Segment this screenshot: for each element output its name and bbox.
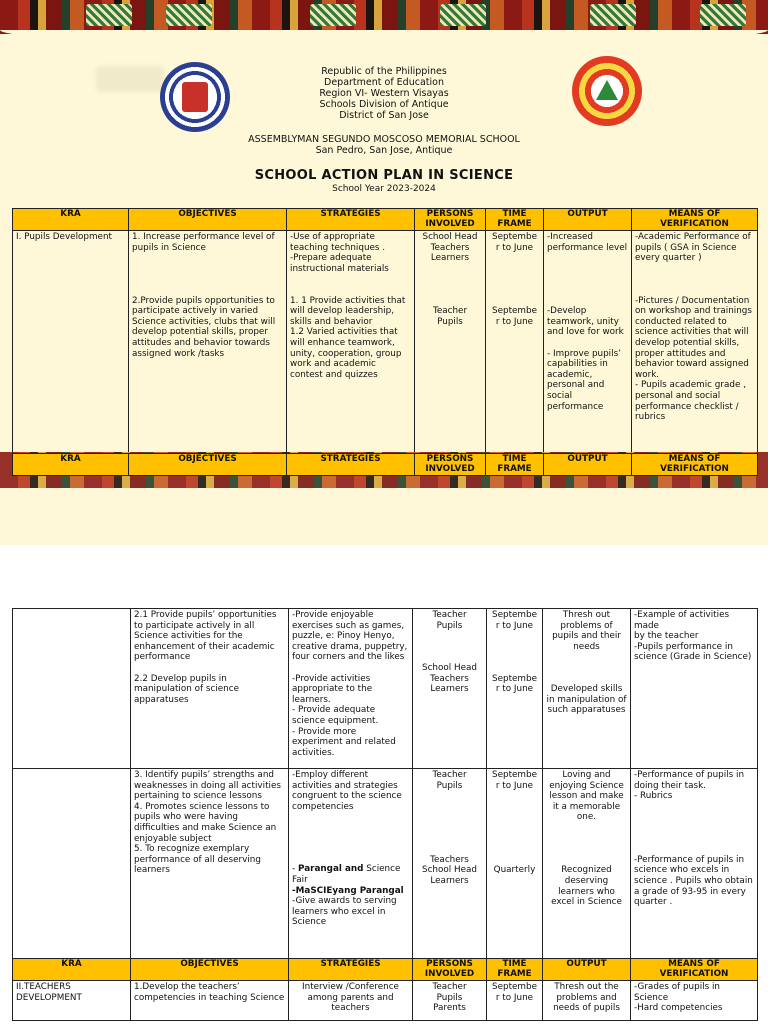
cell-output: -Increased performance level -Develop teamwork, unity and love for work - Improve pupils’ capabilities in academic, personal and social performance [544,231,632,456]
col-header-objectives: OBJECTIVES [129,454,287,476]
strategy-bold: Parangal and [297,864,364,875]
cell-objectives: 1.Develop the teachers’ competencies in teaching Science [131,981,289,1021]
cell-objectives: 2.1 Provide pupils’ opportunities to participate actively in all Science activities for the enhancement of their academic performance 2.2 Develop pupils in manipulation of science apparatuses [131,609,289,769]
action-plan-table-2 [12,608,758,1021]
cell-persons: Teacher Pupils Parents [413,981,487,1021]
cell-kra [13,769,131,959]
col-header-output: OUTPUT [544,209,632,231]
col-header-time: TIME FRAME [487,959,543,981]
school-name: ASSEMBLYMAN SEGUNDO MOSCOSO MEMORIAL SCHOOL [248,134,520,145]
cell-means: -Academic Performance of pupils ( GSA in Science every quarter ) -Pictures / Documentation on workshop and trainings conducted related to science activities that will develop potential skills, proper attitudes and behavior toward assigned work. - Pupils academic grade , personal and social performance checklist / rubrics [632,231,758,456]
col-header-means: MEANS OF VERIFICATION [631,959,758,981]
woven-banner-top [0,0,768,34]
strategy-bold: -MaSCIEyang Parangal [292,885,404,896]
cell-time: Septembe r to June Septembe r to June [486,231,544,456]
col-header-persons: PERSONS INVOLVED [415,209,486,231]
cell-time: Septembe r to June [487,981,543,1021]
col-header-persons: PERSONS INVOLVED [413,959,487,981]
col-header-time: TIME FRAME [486,209,544,231]
col-header-time: TIME FRAME [486,454,544,476]
col-header-strategies: STRATEGIES [289,959,413,981]
cell-objectives: 3. Identify pupils’ strengths and weaknesses in doing all activities pertaining to science lessons 4. Promotes science lessons to pupils who were having difficulties and make Science an enjoyable subject 5. To recognize exemplary performance of all deserving learners [131,769,289,959]
woven-motif [590,4,636,26]
col-header-output: OUTPUT [543,959,631,981]
cell-strategies: -Provide enjoyable exercises such as games, puzzle, e: Pinoy Henyo, creative drama, puppetry, four corners and the likes -Provide activities appropriate to the learners. - Provide adequate science equipment. - Provide more experiment and related activities. [289,609,413,769]
cell-time: Septembe r to June Quarterly [487,769,543,959]
strategy-text: -Give awards to serving learners who excel in Science [292,896,397,928]
strategy-text: -Employ different activities and strategies congruent to the science competencies [292,770,402,812]
col-header-kra: KRA [13,209,129,231]
document-title: SCHOOL ACTION PLAN IN SCIENCE [254,168,514,183]
page-two [0,545,768,1024]
col-header-output: OUTPUT [544,454,632,476]
col-header-strategies: STRATEGIES [287,209,415,231]
cell-means: -Grades of pupils in Science -Hard competencies [631,981,758,1021]
header-line: Schools Division of Antique [319,99,449,110]
cell-output: Loving and enjoying Science lesson and make it a memorable one. Recognized deserving learners who excel in Science [543,769,631,959]
cell-means: -Performance of pupils in doing their task. - Rubrics -Performance of pupils in science who excels in science . Pupils who obtain a grade of 93-95 in every quarter . [631,769,758,959]
cell-objectives: 1. Increase performance level of pupils in Science 2.Provide pupils opportunities to participate actively in varied Science activities, clubs that will develop potential skills, proper attitudes and behavior towards assigned work /tasks [129,231,287,456]
cell-means: -Example of activities made by the teacher -Pupils performance in science (Grade in Science) [631,609,758,769]
col-header-kra: KRA [13,959,131,981]
repeated-header-row [12,453,758,476]
col-header-objectives: OBJECTIVES [131,959,289,981]
woven-motif [440,4,486,26]
cell-kra: I. Pupils Development [13,231,129,456]
cell-output: Thresh out problems of pupils and their needs Developed skills in manipulation of such apparatuses [543,609,631,769]
cell-output: Thresh out the problems and needs of pupils [543,981,631,1021]
woven-motif [700,4,746,26]
school-address: San Pedro, San Jose, Antique [315,145,453,156]
cell-persons: Teacher Pupils School Head Teachers Learners [413,609,487,769]
cell-persons: Teacher Pupils Teachers School Head Learners [413,769,487,959]
col-header-means: MEANS OF VERIFICATION [632,209,758,231]
cell-strategies: -Use of appropriate teaching techniques . -Prepare adequate instructional materials 1. 1 Provide activities that will develop leadership, skills and behavior 1.2 Varied activities that will enhance teamwork, unity, cooperation, group work and academic contest and quizzes [287,231,415,456]
cell-persons: School Head Teachers Learners Teacher Pupils [415,231,486,456]
cell-time: Septembe r to June Septembe r to June [487,609,543,769]
header-line: Department of Education [324,77,444,88]
header-line: Region VI- Western Visayas [319,88,449,99]
strategy-text: - Parangal and Science Fair [292,864,401,885]
woven-motif [166,4,212,26]
header-line: District of San Jose [339,110,429,121]
col-header-objectives: OBJECTIVES [129,209,287,231]
col-header-means: MEANS OF VERIFICATION [632,454,758,476]
cell-strategies: Interview /Conference among parents and teachers [289,981,413,1021]
cell-strategies [289,769,413,959]
cell-kra: II.TEACHERS DEVELOPMENT [13,981,131,1021]
header-line: Republic of the Philippines [321,66,447,77]
action-plan-table-1 [12,208,758,456]
col-header-kra: KRA [13,454,129,476]
col-header-persons: PERSONS INVOLVED [415,454,486,476]
banner-edge [0,30,768,44]
cell-kra [13,609,131,769]
woven-motif [86,4,132,26]
school-year: School Year 2023-2024 [332,184,436,194]
col-header-strategies: STRATEGIES [287,454,415,476]
woven-motif [310,4,356,26]
strategy-text: Science Fair [292,864,401,885]
